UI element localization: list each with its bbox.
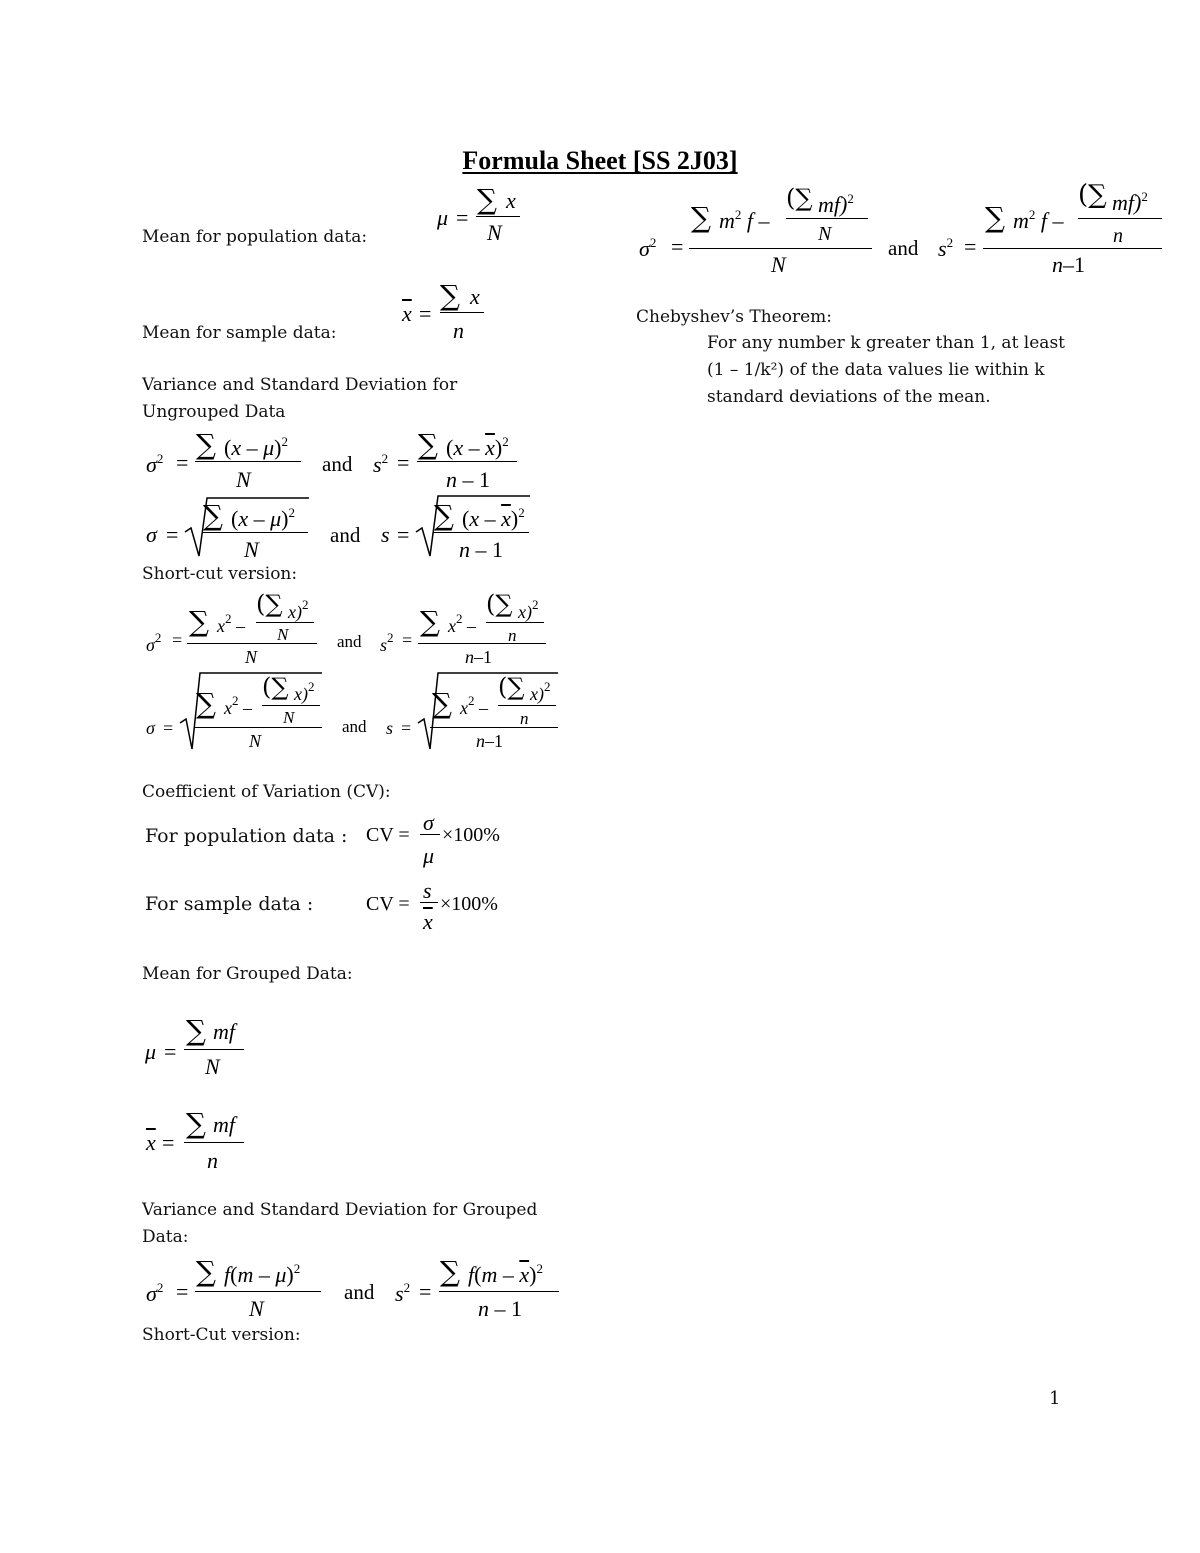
and-label: and xyxy=(322,452,353,476)
label-cv: Coefficient of Variation (CV): xyxy=(142,782,391,802)
and-label: and xyxy=(888,236,919,260)
label-mean-grouped: Mean for Grouped Data: xyxy=(142,964,353,984)
page-title xyxy=(0,146,1200,176)
label-variance-ungrouped-2: Ungrouped Data xyxy=(142,402,286,422)
label-mean-sample: Mean for sample data: xyxy=(142,323,337,343)
chebyshev-line-1: For any number k greater than 1, at least xyxy=(707,333,1065,353)
and-label: and xyxy=(337,632,362,651)
and-label: and xyxy=(344,1280,375,1304)
chebyshev-title: Chebyshev’s Theorem: xyxy=(636,307,832,327)
formula-sheet-page: Formula Sheet [SS 2J03] Mean for population data: Mean for sample data: Variance and Standard Deviation for Ungrouped Data Short-cut version: Coefficient of Variation (CV): For population data : For sample data : Mean for Grouped Data: Variance and Standard Deviation for Grouped Data: Short-Cut version: Chebyshev’s Theorem: For any number k greater than 1, at least (1 – 1/k²) of the data values lie within k standard deviations of the mean. 1 μ = ∑ x N $\overline{x}$ = ∑ x n $\sigma^2$ = ∑ $m^2$ f – (∑ mf)$^2$ N N and $s^2$ = ∑ $m^2$ f – (∑ mf)$^2$ n n–1 $\sigma^2$ = ∑ (x – μ)$^2$ N and $s^2$ = ∑ $(x - \overline{x})^2$ n – 1 σ = ∑ (x – μ)$^2$ N and s = ∑ $(x - \overline{x})^2$ n – 1 $\sigma^2$ = ∑ $x^2$ – (∑ x)$^2$ N N and $s^2$ = ∑ $x^2$ – (∑ x)$^2$ n n–1 σ = ∑ $x^2$ – (∑ x)$^2$ N N and s = ∑ $x^2$ – (∑ x)$^2$ n n–1 CV = σ μ ×100% CV = s $\overline{x}$ ×100% μ = ∑ mf N $\overline{x}$ = ∑ mf n $\sigma^2$ = ∑ f(m – μ)$^2$ N and $s^2$ = ∑ $f(m - \overline{x})^2$ n – 1 xyxy=(0,0,1200,1553)
and-label: and xyxy=(342,717,367,736)
and-label: and xyxy=(330,523,361,547)
label-variance-grouped-1: Variance and Standard Deviation for Grouped xyxy=(142,1200,538,1220)
label-cv-population: For population data : xyxy=(145,825,348,847)
chebyshev-line-2: (1 – 1/k²) of the data values lie within k xyxy=(707,360,1045,380)
label-variance-ungrouped-1: Variance and Standard Deviation for xyxy=(142,375,458,395)
label-mean-population: Mean for population data: xyxy=(142,227,368,247)
chebyshev-line-3: standard deviations of the mean. xyxy=(707,387,991,407)
page-number: 1 xyxy=(1049,1388,1061,1409)
page-title-text: Formula Sheet [SS 2J03] xyxy=(462,146,738,175)
label-shortcut-1: Short-cut version: xyxy=(142,564,298,584)
label-shortcut-2: Short-Cut version: xyxy=(142,1325,301,1345)
label-cv-sample: For sample data : xyxy=(145,893,314,915)
label-variance-grouped-2: Data: xyxy=(142,1227,189,1247)
